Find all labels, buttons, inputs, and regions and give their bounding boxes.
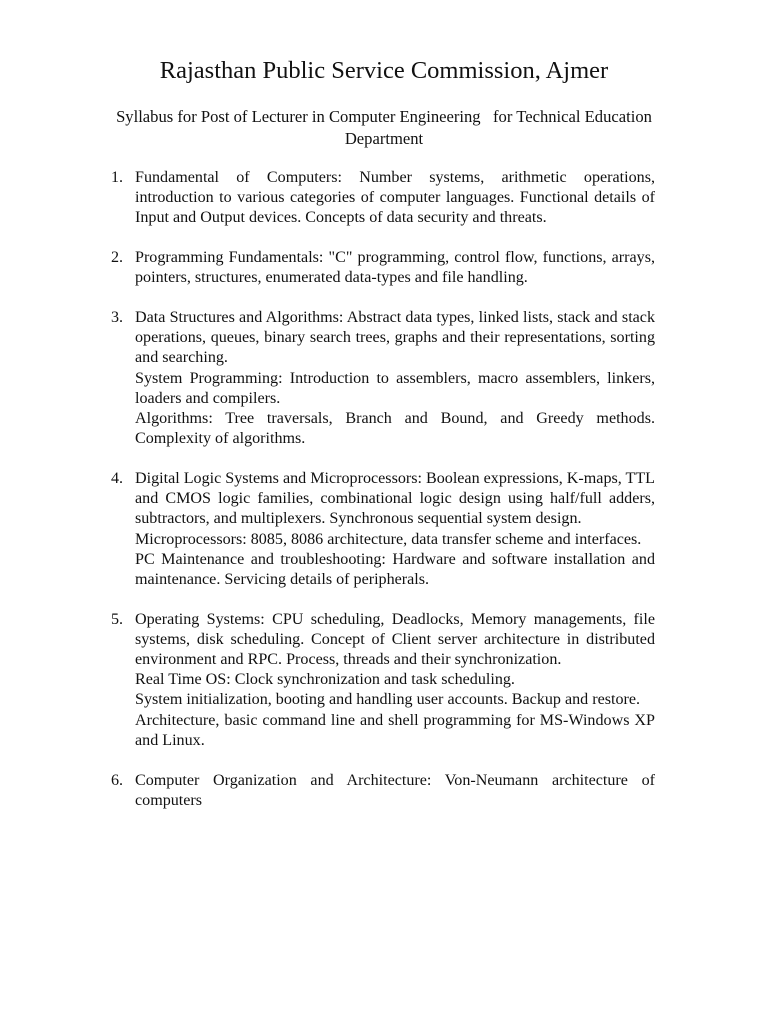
item-number: 2.	[111, 249, 124, 267]
item-paragraph: System initialization, booting and handling user accounts. Backup and restore.	[135, 691, 641, 709]
syllabus-item	[0, 308, 655, 449]
item-paragraph: Fundamental of Computers: Number systems, arithmetic operations, introduction to various categories of computer languages. Functional details of Input and Output devices. Concepts of data security and threats.	[135, 169, 655, 227]
item-paragraph: Digital Logic Systems and Microprocessors: Boolean expressions, K-maps, TTL and CMOS logic families, combinational logic design using half/full adders, subtractors, and multiplexers. Synchronous sequential system design.	[135, 469, 655, 528]
item-paragraph: Real Time OS: Clock synchronization and task scheduling.	[135, 671, 515, 689]
item-number: 5.	[111, 610, 124, 628]
item-paragraph: Architecture, basic command line and shell programming for MS-Windows XP and Linux.	[135, 711, 655, 749]
item-number: 6.	[111, 771, 124, 789]
syllabus-item	[0, 469, 655, 590]
item-paragraph: System Programming: Introduction to assemblers, macro assemblers, linkers, loaders and compilers.	[135, 369, 655, 407]
syllabus-item	[0, 771, 655, 811]
item-paragraph: Computer Organization and Architecture: Von-Neumann architecture of computers	[135, 771, 655, 809]
item-paragraph: PC Maintenance and troubleshooting: Hardware and software installation and maintenance. Servicing details of peripherals.	[135, 550, 655, 588]
item-paragraph: Algorithms: Tree traversals, Branch and Bound, and Greedy methods. Complexity of algorithms.	[135, 410, 655, 448]
document-subtitle: Syllabus for Post of Lecturer in Computer Engineering for Technical Education Department	[116, 107, 657, 148]
syllabus-list	[0, 168, 768, 830]
item-number: 1.	[111, 169, 124, 186]
item-paragraph: Operating Systems: CPU scheduling, Deadlocks, Memory managements, file systems, disk scheduling. Concept of Client server architecture in distributed environment and RPC. Process, threads and their synchronization.	[135, 610, 655, 669]
syllabus-item	[0, 168, 655, 229]
item-paragraph: Data Structures and Algorithms: Abstract data types, linked lists, stack and stack operations, queues, binary search trees, graphs and their representations, sorting and searching.	[135, 309, 655, 367]
item-paragraph: Programming Fundamentals: "C" programming, control flow, functions, arrays, pointers, structures, enumerated data-types and file handling.	[135, 249, 655, 287]
item-number: 4.	[111, 469, 124, 487]
item-paragraph: Microprocessors: 8085, 8086 architecture, data transfer scheme and interfaces.	[135, 530, 642, 548]
document-title: Rajasthan Public Service Commission, Ajmer	[159, 57, 609, 84]
syllabus-item	[0, 248, 655, 288]
syllabus-item	[0, 610, 655, 751]
item-number: 3.	[111, 309, 124, 327]
